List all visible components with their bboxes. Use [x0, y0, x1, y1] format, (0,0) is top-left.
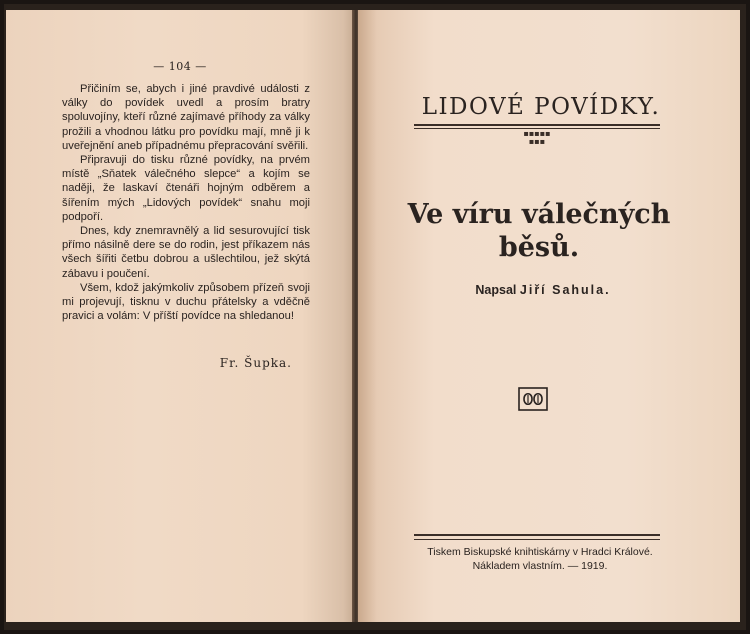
paragraph: Všem, kdož jakýmkoliv způsobem přízeň svoji mi projevují, tisknu v duchu přátelsky a vděčně pravici a volám: V příští povídce na shledanou! — [62, 281, 310, 323]
author-line — [388, 283, 698, 297]
title-rule — [414, 124, 660, 126]
title-page — [358, 10, 740, 622]
series-title: LIDOVÉ POVÍDKY. — [421, 94, 661, 120]
publisher-monogram-icon — [518, 387, 548, 415]
author-name: Jiří Sahula. — [519, 283, 611, 297]
book-title-line: běsů. — [498, 232, 580, 263]
ornament-icon: ▪▪▪▪▪ ▪▪▪ — [523, 129, 551, 146]
paragraph: Připravuji do tisku různé povídky, na prvém místě „Sňatek válečného slepce“ a kojím se naději, že laskaví čtenáři hojným odběrem a šířením mých „Lidových povídek“ snahu moji podpoří. — [62, 154, 310, 223]
book-title — [388, 198, 690, 264]
afterword-text — [62, 82, 310, 323]
imprint — [400, 545, 680, 573]
page-number: — 104 — — [153, 60, 207, 73]
book-title-line: Ve víru válečných — [407, 199, 671, 230]
signature: Fr. Šupka. — [219, 356, 292, 370]
book-spread — [4, 4, 746, 630]
paragraph: Dnes, kdy znemravnělý a lid sesurovující tisk přímo násilně dere se do rodin, jest příkazem nás všech šířiti četbu dobrou a ušlechtilou, jež skýtá zábavu i poučení. — [62, 225, 310, 280]
left-page — [6, 10, 354, 622]
imprint-rule — [414, 539, 660, 540]
author-prefix: Napsal — [475, 283, 517, 297]
publisher-line: Nákladem vlastním. — 1919. — [472, 560, 608, 572]
printer-line: Tiskem Biskupské knihtiskárny v Hradci Králové. — [427, 546, 653, 558]
paragraph: Přičiním se, abych i jiné pravdivé události z války do povídek uvedl a prosím bratry spoluvojíny, kteří různé zajímavé příhody za války prožili a vhodnou látku pro povídku mají, mně ji k uveřejnění aneb případnému přepracování svěřili. — [62, 83, 310, 152]
imprint-rule — [414, 534, 660, 536]
